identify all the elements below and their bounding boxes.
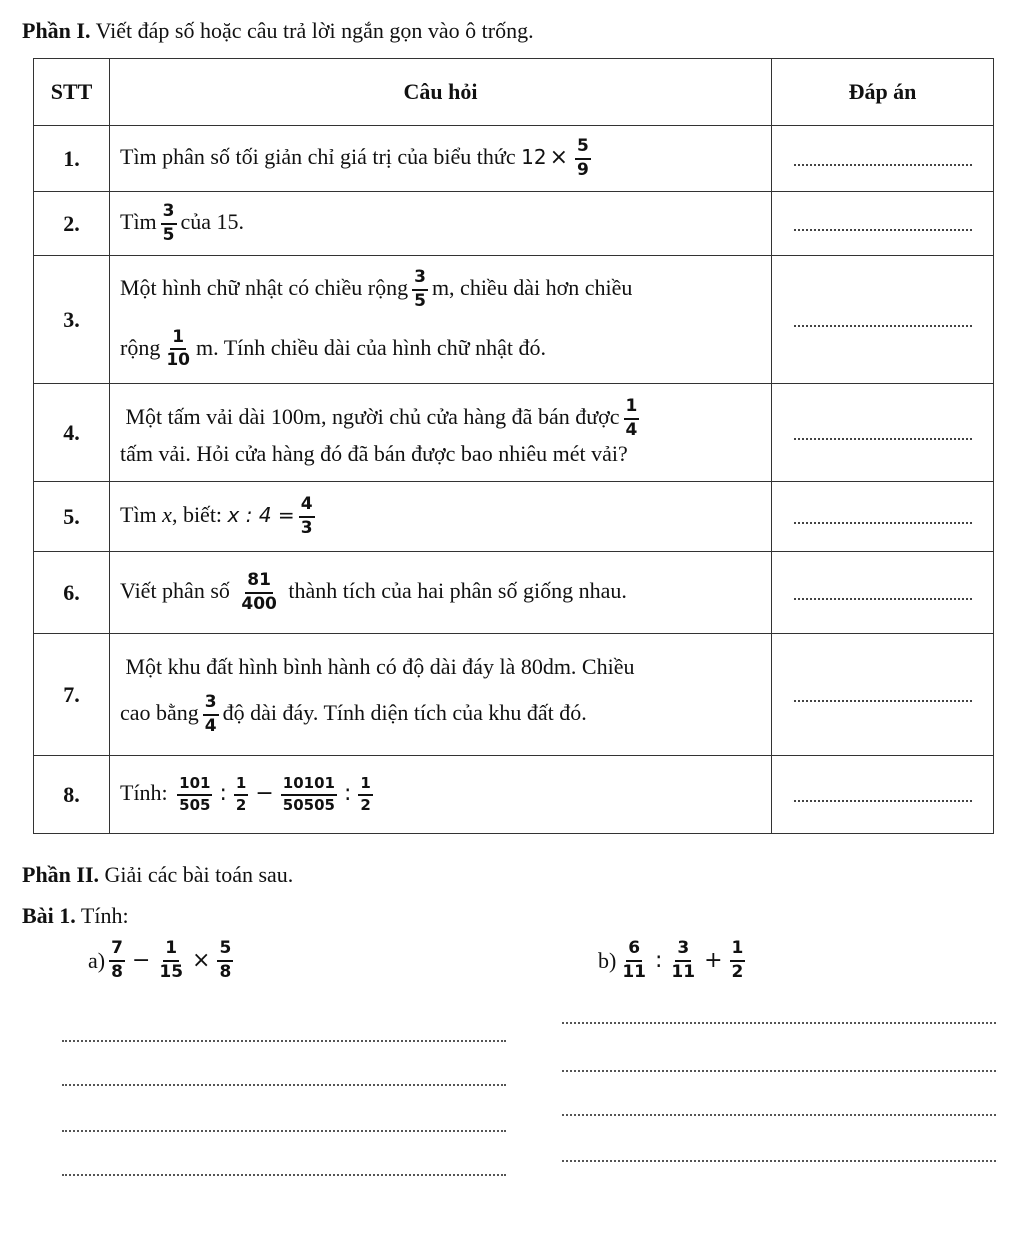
question-text: m. Tính chiều dài của hình chữ nhật đó. (196, 334, 546, 360)
header-answer: Đáp án (772, 59, 994, 126)
fraction (620, 940, 648, 982)
row-number: 4. (34, 384, 110, 482)
answer-cell[interactable] (772, 256, 994, 384)
fraction-numerator: 1 (624, 398, 640, 420)
times-symbol: × (192, 948, 211, 974)
bai1-title: Bài 1. (22, 903, 76, 928)
row-number: 6. (34, 552, 110, 634)
answer-cell[interactable] (772, 482, 994, 552)
writing-line-b[interactable] (562, 1114, 996, 1116)
table-row (34, 634, 994, 756)
part1-title: Phần I. (22, 18, 91, 43)
fraction-numerator: 1 (730, 940, 746, 962)
question-cell (110, 482, 772, 552)
question-text: Một tấm vải dài 100m, người chủ cửa hàng đã bán được (125, 403, 620, 429)
fraction-denominator: 9 (577, 159, 589, 180)
fraction (234, 773, 248, 814)
fraction-denominator: 10 (166, 350, 190, 371)
times-symbol: × (549, 144, 568, 170)
bai1-heading (22, 903, 129, 929)
question-cell (110, 552, 772, 634)
table-row (34, 192, 994, 256)
fraction (217, 940, 233, 982)
fraction-denominator: 5 (414, 290, 426, 311)
question-text: thành tích của hai phân số giống nhau. (288, 577, 627, 603)
table-header-row (34, 59, 994, 126)
table-row (34, 482, 994, 552)
fraction (109, 940, 125, 982)
question-cell (110, 384, 772, 482)
fraction-denominator: 5 (162, 224, 175, 245)
answer-cell[interactable] (772, 126, 994, 192)
minus-symbol: − (255, 780, 274, 806)
answer-blank[interactable] (794, 690, 972, 702)
expr-number: 12 (521, 144, 547, 169)
answer-blank[interactable] (794, 428, 972, 440)
part2-instruction: Giải các bài toán sau. (104, 862, 294, 887)
fraction (164, 326, 192, 371)
exercise-label: a) (88, 947, 106, 973)
question-cell (110, 256, 772, 384)
fraction-denominator: 2 (731, 961, 744, 982)
row-number: 2. (34, 192, 110, 256)
part2-heading (22, 862, 293, 888)
question-text: tấm vải. Hỏi cửa hàng đó đã bán được bao nhiêu mét vải? (120, 441, 628, 467)
question-text: m, chiều dài hơn chiều (431, 274, 633, 300)
exercise-label: b) (598, 947, 617, 973)
fraction (161, 200, 177, 245)
fraction-denominator: 3 (300, 517, 313, 538)
answer-blank[interactable] (794, 154, 972, 166)
fraction-denominator: 11 (622, 961, 646, 982)
table-row (34, 126, 994, 192)
fraction (575, 135, 591, 180)
divide-symbol: : (655, 948, 663, 974)
exercise-a (88, 940, 237, 982)
plus-symbol: + (704, 948, 723, 974)
fraction-numerator: 6 (626, 940, 642, 962)
question-text: , biết: (171, 501, 223, 527)
answer-cell[interactable] (772, 634, 994, 756)
fraction (299, 493, 315, 538)
row-number: 3. (34, 256, 110, 384)
fraction-denominator: 505 (179, 795, 211, 814)
answer-cell[interactable] (772, 552, 994, 634)
fraction-denominator: 4 (625, 419, 638, 440)
fraction-numerator: 1 (358, 776, 372, 796)
fraction-numerator: 3 (203, 694, 219, 716)
answer-cell[interactable] (772, 756, 994, 834)
fraction-numerator: 1 (234, 776, 248, 796)
fraction-denominator: 2 (235, 795, 247, 814)
divide-symbol: : (219, 780, 227, 806)
fraction (203, 691, 219, 736)
header-question: Câu hỏi (110, 59, 772, 126)
writing-line-b[interactable] (562, 1160, 996, 1162)
question-cell (110, 634, 772, 756)
question-text: rộng (120, 334, 161, 360)
question-cell (110, 126, 772, 192)
writing-line-a[interactable] (62, 1040, 506, 1042)
question-text: Tính: (120, 779, 168, 805)
question-text: Tìm (120, 501, 157, 527)
question-line (120, 326, 761, 371)
fraction-numerator: 3 (412, 269, 428, 291)
question-text: của 15. (180, 208, 245, 234)
question-text: Tìm (120, 208, 157, 234)
question-text: Một khu đất hình bình hành có độ dài đáy là 80dm. Chiều (125, 653, 635, 679)
fraction-numerator: 5 (575, 138, 591, 160)
fraction-numerator: 3 (161, 203, 177, 225)
answer-cell[interactable] (772, 192, 994, 256)
answer-blank[interactable] (794, 588, 972, 600)
fraction-numerator: 4 (299, 496, 315, 518)
fraction (157, 940, 185, 982)
fraction-denominator: 15 (159, 961, 184, 982)
question-table (33, 58, 994, 834)
fraction-numerator: 101 (177, 776, 212, 796)
fraction-denominator: 11 (671, 961, 696, 982)
question-text: Tìm phân số tối giản chỉ giá trị của biểu thức (120, 143, 516, 169)
header-stt: STT (34, 59, 110, 126)
question-line (120, 266, 761, 311)
writing-line-b[interactable] (562, 1022, 996, 1024)
fraction-denominator: 400 (241, 593, 277, 614)
table-row (34, 756, 994, 834)
fraction-numerator: 7 (109, 940, 125, 962)
fraction-numerator: 5 (217, 940, 233, 962)
bai1-instruction: Tính: (80, 903, 129, 928)
question-text: Một hình chữ nhật có chiều rộng (120, 274, 409, 300)
table-row (34, 384, 994, 482)
part1-instruction: Viết đáp số hoặc câu trả lời ngắn gọn vào ô trống. (95, 18, 534, 43)
fraction-denominator: 8 (111, 961, 123, 982)
answer-blank[interactable] (794, 790, 972, 802)
writing-line-b[interactable] (562, 1070, 996, 1072)
fraction (412, 266, 428, 311)
divide-symbol: : (343, 780, 352, 806)
fraction-denominator: 4 (204, 715, 217, 736)
question-line (120, 395, 761, 440)
fraction (358, 773, 372, 814)
writing-line-a[interactable] (62, 1084, 506, 1086)
fraction (281, 773, 337, 814)
table-row (34, 552, 994, 634)
fraction-numerator: 10101 (281, 776, 337, 796)
variable-x: x (162, 501, 172, 527)
fraction (177, 773, 212, 814)
question-text: độ dài đáy. Tính diện tích của khu đất đó. (222, 699, 587, 725)
answer-cell[interactable] (772, 384, 994, 482)
fraction-denominator: 2 (360, 795, 371, 814)
fraction-denominator: 50505 (282, 795, 335, 814)
equation: x : 4 = (227, 502, 295, 527)
part2-title: Phần II. (22, 862, 100, 887)
writing-line-a[interactable] (62, 1174, 506, 1176)
fraction (669, 940, 697, 982)
answer-blank[interactable] (794, 219, 972, 231)
answer-blank[interactable] (794, 315, 972, 327)
question-line (120, 654, 761, 680)
fraction-numerator: 1 (163, 940, 179, 962)
row-number: 5. (34, 482, 110, 552)
row-number: 7. (34, 634, 110, 756)
question-cell (110, 192, 772, 256)
question-cell (110, 756, 772, 834)
table-row (34, 256, 994, 384)
fraction (239, 569, 279, 614)
fraction-numerator: 1 (170, 329, 186, 351)
question-text: Viết phân số (120, 577, 230, 603)
row-number: 8. (34, 756, 110, 834)
fraction-numerator: 81 (245, 572, 273, 594)
part1-heading (22, 18, 534, 44)
fraction-numerator: 3 (675, 940, 691, 962)
answer-blank[interactable] (794, 512, 972, 524)
row-number: 1. (34, 126, 110, 192)
minus-symbol: − (131, 948, 151, 974)
fraction (624, 395, 640, 440)
fraction-denominator: 8 (219, 961, 232, 982)
question-line (120, 691, 761, 736)
writing-line-a[interactable] (62, 1130, 506, 1132)
fraction (730, 940, 746, 982)
exercise-b (598, 940, 749, 982)
question-text: cao bằng (120, 699, 199, 725)
